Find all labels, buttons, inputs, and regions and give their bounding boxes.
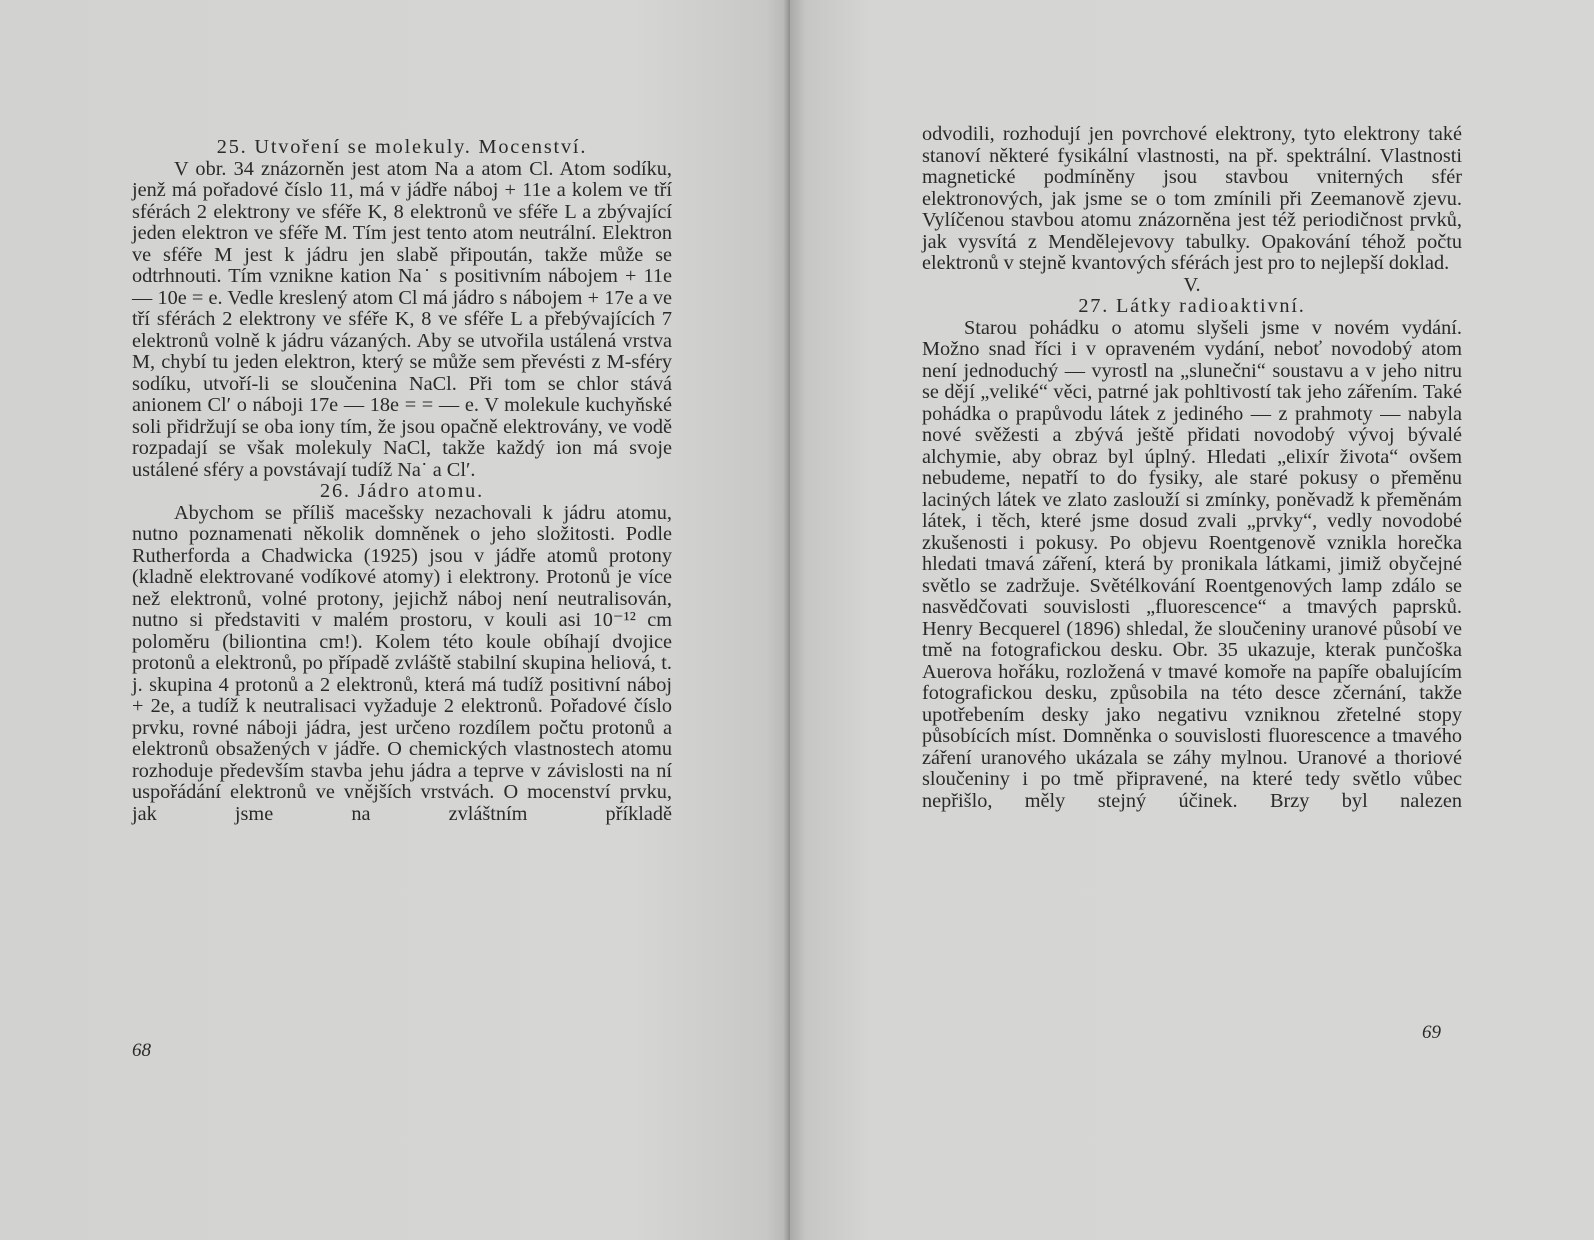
- chapter-number: V.: [1183, 273, 1201, 296]
- left-page: [0, 0, 790, 1240]
- right-page: [790, 0, 1594, 1240]
- section-heading-26: 26. Jádro atomu.: [320, 480, 484, 502]
- paragraph-continuation: odvodili, rozhodují jen povrchové elektrony, tyto elektrony také stanoví některé fysikální vlastnosti, na př. spektrální. Vlastnosti magnetické podmíněny jsou stavbou vniterných sfér elektronových, jak jsme se o tom zmínili při Zeemanově zjevu. Vylíčenou stavbou atomu znázorněna jest též periodičnost prvků, jak vysvítá z Mendělejevovy tabulky. Opakování téhož počtu elektronů v stejně kvantových sférách jest pro to nejlepší doklad.: [922, 123, 1462, 274]
- right-page-text: [922, 124, 1462, 812]
- section-heading-25: 25. Utvoření se molekuly. Mocenství.: [216, 136, 588, 158]
- section-heading-27: 27. Látky radioaktivní.: [1078, 295, 1306, 317]
- page-number-right: 69: [1422, 1022, 1441, 1043]
- left-page-text: [132, 137, 672, 825]
- page-number-left: 68: [132, 1040, 151, 1061]
- paragraph-molecule: V obr. 34 znázorněn jest atom Na a atom Cl. Atom sodíku, jenž má pořadové číslo 11, má v jádře náboj + 11e a kolem ve tří sférách 2 elektrony ve sféře K, 8 elektronů ve sféře L a zbývající jeden elektron ve sféře M. Tím jest tento atom neutrální. Elektron ve sféře M jest k jádru jen slabě připoután, takže může se odtrhnouti. Tím vznikne kation Na˙ s positivním nábojem + 11e — 10e = e. Vedle kreslený atom Cl má jádro s nábojem + 17e a ve tří sférách 2 elektrony ve sféře K, 8 ve sféře L a přebývajících 7 elektronů volně k jádru vázaných. Aby se utvořila ustálená vrstva M, chybí tu jeden elektron, který se může sem převésti z M-sféry sodíku, utvoří-li se sloučenina NaCl. Při tom se chlor stává anionem Cl′ o náboji 17e — 18e = = — e. V molekule kuchyňské soli přidržují se oba iony tím, že jsou opačně elektrovány, ve vodě rozpadají se však molekuly NaCl, takže každý ion má svoje ustálené sféry a povstávají tudíž Na˙ a Cl′.: [132, 157, 672, 481]
- paragraph-nucleus: Abychom se příliš macešsky nezachovali k jádru atomu, nutno poznamenati několik domněnek o jeho složitosti. Podle Rutherforda a Chadwicka (1925) jsou v jádře atomů protony (kladně elektrované vodíkové atomy) i elektrony. Protonů je více než elektronů, volné protony, jejichž náboj není neutralisován, nutno si představiti v malém prostoru, v kouli asi 10⁻¹² cm poloměru (biliontina cm!). Kolem této koule obíhají dvojice protonů a elektronů, po případě zvláště stabilní skupina heliová, t. j. skupina 4 protonů a 2 elektronů, která má tudíž positivní náboj + 2e, a tudíž k neutralisaci vyžaduje 2 elektronů. Pořadové číslo prvku, rovné náboji jádra, jest určeno rozdílem počtu protonů a elektronů obsažených v jádře. O chemických vlastnostech atomu rozhoduje především stavba jehu jádra a teprve v závislosti na ní uspořádání elektronů ve vnějších vrstvách. O mocenství prvku, jak jsme na zvláštním příkladě: [132, 501, 672, 825]
- paragraph-radioactive: Starou pohádku o atomu slyšeli jsme v novém vydání. Možno snad říci i v opraveném vydání, neboť novodobý atom není jednoduchý — vyrostl na „slunečni“ soustavu a v jeho nitru se dějí „veliké“ věci, patrné jak pohltivostí tak jeho zářením. Také pohádka o prapůvodu látek z jediného — z prahmoty — nabyla nové svěžesti a zbývá ještě přidati novodobý vývoj bývalé alchymie, aby obraz byl úplný. Hledati „elixír života“ ovšem nebudeme, nepatří to do fysiky, ale staré pokusy o přeměnu laciných látek ve zlato zaslouží si zmínky, poněvadž k přeměnám látek, i těch, které jsme dosud zvali „prvky“, vedly novodobé zkušenosti i pokusy. Po objevu Roentgenově vznikla horečka hledati tmavá záření, která by pronikala látkami, jimiž obyčejné světlo se zadržuje. Světélkování Roentgenových lamp zdálo se nasvědčovati souvislosti „fluorescence“ a tmavých paprsků. Henry Becquerel (1896) shledal, že sloučeniny uranové působí ve tmě na fotografickou desku. Obr. 35 ukazuje, kterak punčoška Auerova hořáku, rozložená v tmavé komoře na papíře obalujícím fotografickou desku, způsobila na této desce zčernání, takže upotřebením desky jako negativu vzniknou zřetelné stopy působících míst. Domněnka o souvislosti fluorescence a tmavého záření uranového ukázala se záhy mylnou. Uranové a thoriové sloučeniny i po tmě připravené, na které tedy světlo vůbec nepřišlo, měly stejný účinek. Brzy byl nalezen: [922, 316, 1462, 812]
